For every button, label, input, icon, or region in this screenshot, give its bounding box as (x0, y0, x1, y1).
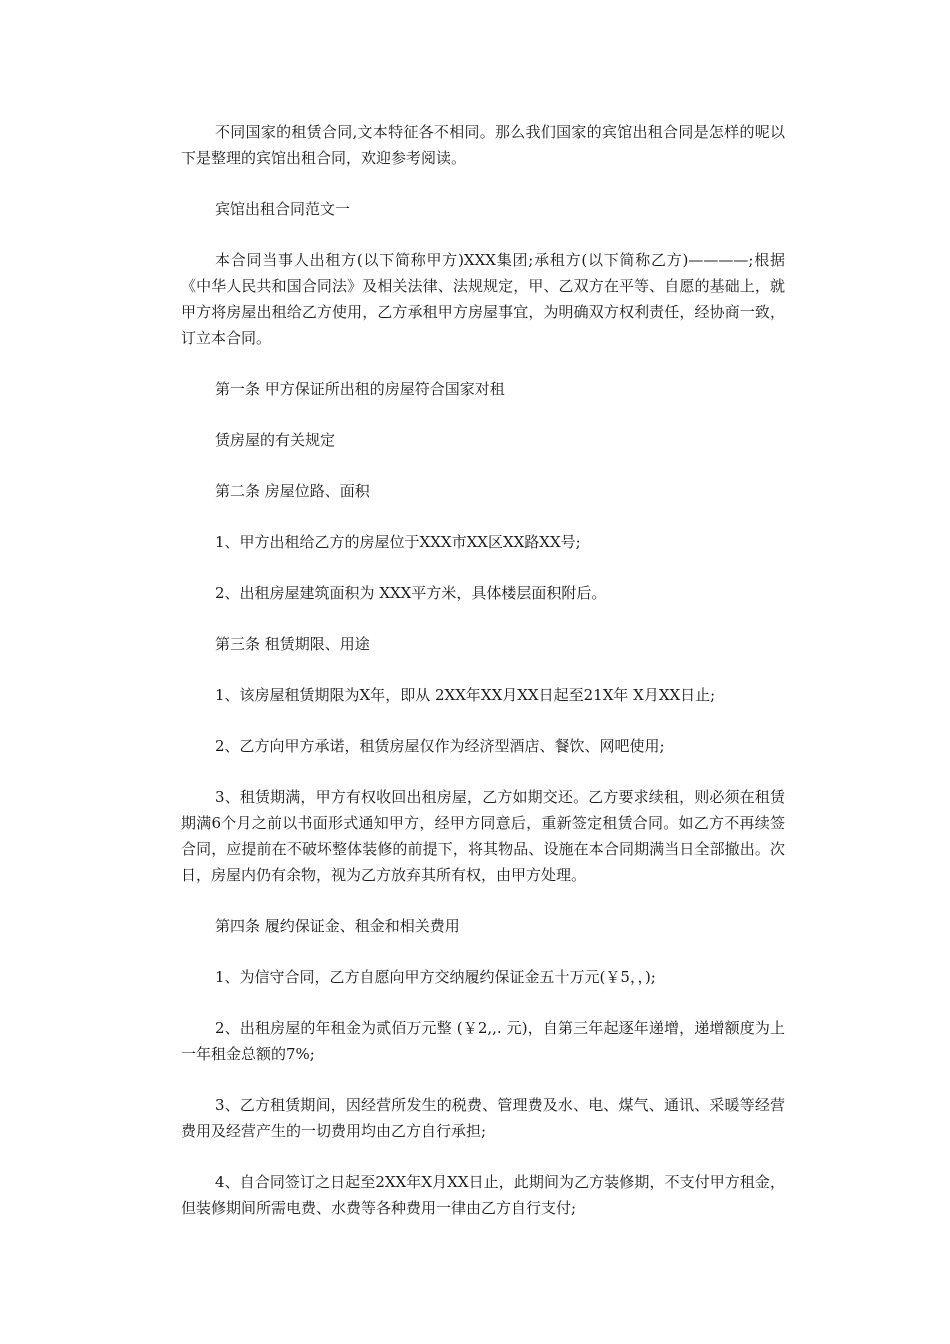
article-1-heading: 第一条 甲方保证所出租的房屋符合国家对租 (215, 380, 505, 398)
article-2-heading: 第二条 房屋位路、面积 (215, 482, 370, 500)
article-4-clause-2: 2、出租房屋的年租金为贰佰万元整 (￥2,,. 元)，自第三年起逐年递增，递增额度为上一年租金总额的7%; (181, 1019, 785, 1063)
article-4-clause-4: 4、自合同签订之日起至2XX年X月XX日止，此期间为乙方装修期，不支付甲方租金，但装修期间所需电费、水费等各种费用一律由乙方自行支付; (181, 1173, 785, 1217)
article-4-clause-3: 3、乙方租赁期间，因经营所发生的税费、管理费及水、电、煤气、通讯、采暖等经营费用及经营产生的一切费用均由乙方自行承担; (181, 1096, 785, 1140)
preamble-paragraph: 本合同当事人出租方(以下简称甲方)XXX集团;承租方(以下简称乙方)————;根据《中华人民共和国合同法》及相关法律、法规规定，甲、乙双方在平等、自愿的基础上，就甲方将房屋出租给乙方使用，乙方承租甲方房屋事宜，为明确双方权利责任，经协商一致，订立本合同。 (181, 251, 785, 347)
article-1-continuation: 赁房屋的有关规定 (215, 431, 336, 449)
article-3-clause-3: 3、租赁期满，甲方有权收回出租房屋，乙方如期交还。乙方要求续租，则必须在租赁期满6个月之前以书面形式通知甲方，经甲方同意后，重新签定租赁合同。如乙方不再续签合同，应提前在不破坏整体装修的前提下，将其物品、设施在本合同期满当日全部撤出。次日，房屋内仍有余物，视为乙方放弃其所有权，由甲方处理。 (181, 788, 785, 884)
article-3-clause-1: 1、该房屋租赁期限为X年，即从 2XX年XX月XX日起至21X年 X月XX日止; (215, 686, 716, 704)
article-3-clause-2: 2、乙方向甲方承诺，租赁房屋仅作为经济型酒店、餐饮、网吧使用; (215, 737, 665, 755)
article-3-heading: 第三条 租赁期限、用途 (215, 635, 370, 653)
article-4-clause-1: 1、为信守合同，乙方自愿向甲方交纳履约保证金五十万元(￥5，，); (215, 968, 656, 986)
article-4-heading: 第四条 履约保证金、租金和相关费用 (215, 917, 460, 935)
article-2-clause-1: 1、甲方出租给乙方的房屋位于XXX市XX区XX路XX号; (215, 533, 581, 551)
document-body (181, 119, 785, 1246)
intro-paragraph: 不同国家的租赁合同,文本特征各不相同。那么我们国家的宾馆出租合同是怎样的呢以下是整理的宾馆出租合同，欢迎参考阅读。 (181, 123, 785, 167)
article-2-clause-2: 2、出租房屋建筑面积为 XXX平方米，具体楼层面积附后。 (215, 584, 607, 602)
section-title: 宾馆出租合同范文一 (215, 200, 351, 218)
